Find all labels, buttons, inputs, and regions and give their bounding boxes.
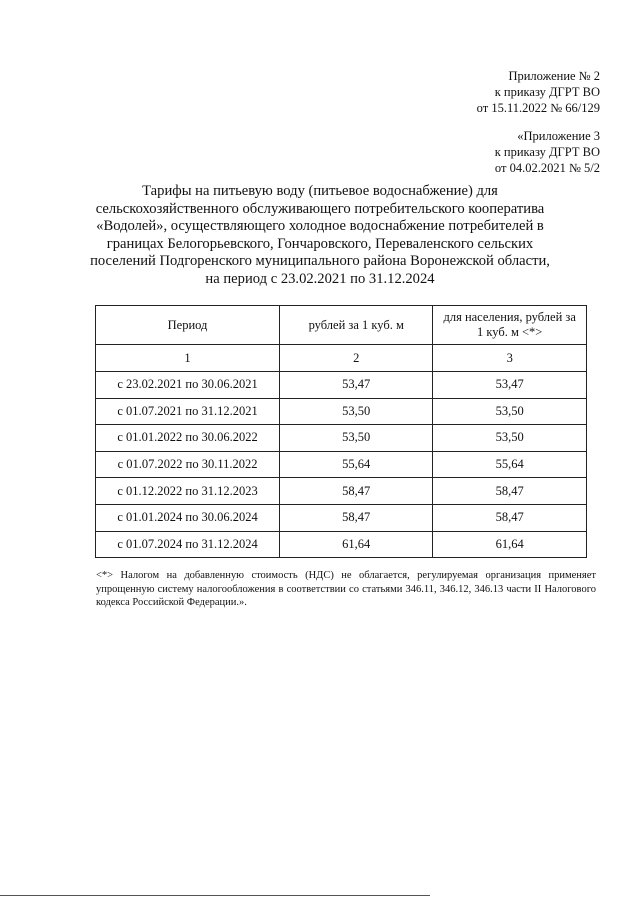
header-rate: рублей за 1 куб. м: [280, 306, 433, 345]
rate-population-cell: 53,50: [433, 398, 587, 425]
rate-population-cell: 61,64: [433, 531, 587, 558]
annex-reference-current: [477, 68, 600, 116]
table-row: [96, 478, 587, 505]
title-line: поселений Подгоренского муниципального района Воронежской области,: [90, 253, 550, 269]
table-row: [96, 425, 587, 452]
rate-cell: 61,64: [280, 531, 433, 558]
bottom-divider: [0, 895, 430, 896]
column-number-row: [96, 345, 587, 372]
rate-cell: 53,50: [280, 398, 433, 425]
period-cell: с 01.07.2022 по 30.11.2022: [96, 451, 280, 478]
column-number: 1: [96, 345, 280, 372]
header-period: Период: [96, 306, 280, 345]
annex-number: «Приложение 3: [517, 129, 600, 143]
title-line: «Водолей», осуществляющего холодное водоснабжение потребителей в: [96, 218, 544, 234]
header-rate-population: [433, 306, 587, 345]
annex-reference-previous: [495, 128, 600, 176]
table-row: [96, 531, 587, 558]
table-row: [96, 451, 587, 478]
title-line: на период с 23.02.2021 по 31.12.2024: [205, 270, 435, 287]
rate-cell: 53,50: [280, 425, 433, 452]
period-cell: с 23.02.2021 по 30.06.2021: [96, 372, 280, 399]
annex-number: Приложение № 2: [508, 69, 600, 83]
table-header-row: [96, 306, 587, 345]
rate-population-cell: 55,64: [433, 451, 587, 478]
rate-population-cell: 58,47: [433, 504, 587, 531]
rate-population-cell: 53,50: [433, 425, 587, 452]
period-cell: с 01.07.2024 по 31.12.2024: [96, 531, 280, 558]
period-cell: с 01.12.2022 по 31.12.2023: [96, 478, 280, 505]
rate-cell: 55,64: [280, 451, 433, 478]
annex-date: от 15.11.2022 № 66/129: [476, 101, 600, 115]
table-row: [96, 372, 587, 399]
annex-order: к приказу ДГРТ ВО: [494, 145, 600, 159]
column-number: 2: [280, 345, 433, 372]
title-line: границах Белогорьевского, Гончаровского, Переваленского сельских: [106, 235, 534, 252]
rate-cell: 58,47: [280, 478, 433, 505]
period-cell: с 01.01.2024 по 30.06.2024: [96, 504, 280, 531]
rate-cell: 58,47: [280, 504, 433, 531]
title-line: сельскохозяйственного обслуживающего потребительского кооператива: [95, 200, 545, 217]
table-row: [96, 398, 587, 425]
period-cell: с 01.01.2022 по 30.06.2022: [96, 425, 280, 452]
rate-population-cell: 58,47: [433, 478, 587, 505]
annex-order: к приказу ДГРТ ВО: [494, 85, 600, 99]
column-number: 3: [433, 345, 587, 372]
footnote: <*> Налогом на добавленную стоимость (НДС) не облагается, регулируемая организация применяет упрощенную систему налогообложения в соответствии со статьями 346.11, 346.12, 346.13 части II Налогового кодекса Российской Федерации.».: [96, 570, 596, 608]
document-title: [60, 183, 580, 288]
header-rate-population-line2: 1 куб. м <*>: [477, 325, 543, 339]
period-cell: с 01.07.2021 по 31.12.2021: [96, 398, 280, 425]
annex-date: от 04.02.2021 № 5/2: [494, 161, 600, 175]
tariff-table: [95, 305, 587, 558]
table-row: [96, 504, 587, 531]
header-rate-population-line1: для населения, рублей за: [443, 310, 576, 324]
rate-population-cell: 53,47: [433, 372, 587, 399]
rate-cell: 53,47: [280, 372, 433, 399]
title-line: Тарифы на питьевую воду (питьевое водоснабжение) для: [142, 183, 498, 199]
